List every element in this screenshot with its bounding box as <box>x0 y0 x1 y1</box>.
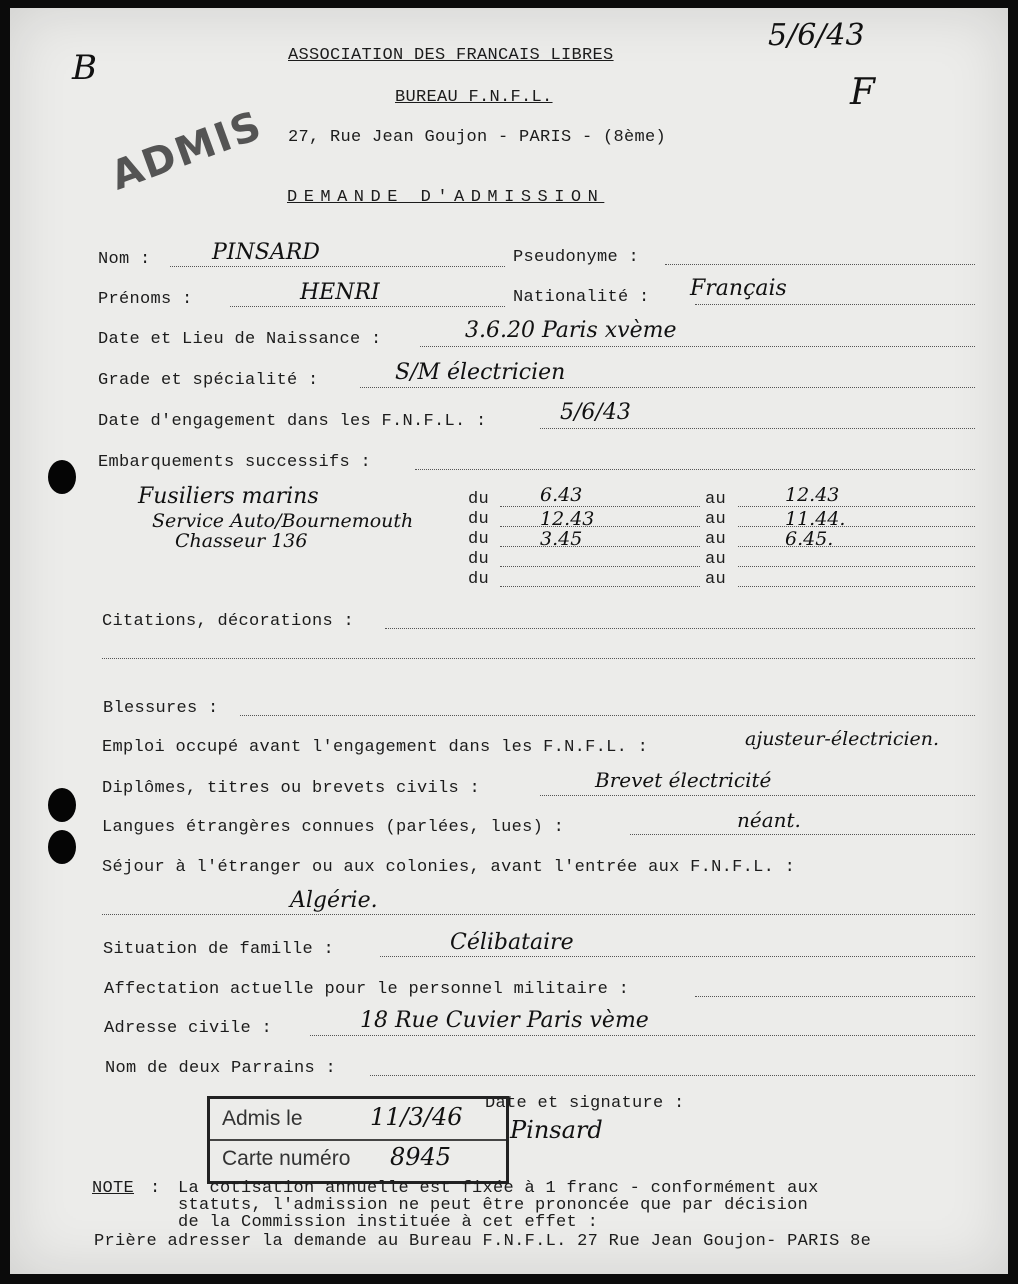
stamp-carte-value: 8945 <box>390 1143 452 1171</box>
embarquement-3-au: au <box>705 530 727 549</box>
dotted-line <box>380 956 975 957</box>
label-grade: Grade et spécialité : <box>98 371 319 390</box>
dotted-line <box>500 526 700 527</box>
embarquement-3-name: Chasseur 136 <box>175 530 308 552</box>
dotted-line <box>738 526 975 527</box>
dotted-line <box>420 346 975 347</box>
dotted-line <box>738 566 975 567</box>
dotted-line <box>695 304 975 305</box>
embarquement-5-du: du <box>468 570 490 589</box>
label-citations: Citations, décorations : <box>102 612 355 631</box>
dotted-line <box>240 715 975 716</box>
embarquement-2-to: 11.44. <box>785 508 846 530</box>
dotted-line <box>500 586 700 587</box>
dotted-line <box>310 1035 975 1036</box>
label-emploi: Emploi occupé avant l'engagement dans les F.N.F.L. : <box>102 738 649 757</box>
value-emploi: ajusteur-électricien. <box>745 728 940 750</box>
embarquement-1-from: 6.43 <box>540 484 583 506</box>
value-nom: PINSARD <box>212 240 320 265</box>
embarquement-4-du: du <box>468 550 490 569</box>
embarquement-1-name: Fusiliers marins <box>138 484 319 509</box>
punch-hole <box>48 460 76 494</box>
dotted-line <box>415 469 975 470</box>
dotted-line <box>738 546 975 547</box>
embarquement-1-to: 12.43 <box>785 484 840 506</box>
label-signature: Date et signature : <box>485 1094 685 1113</box>
label-prenoms: Prénoms : <box>98 290 193 309</box>
label-situation: Situation de famille : <box>103 940 335 959</box>
label-affectation: Affectation actuelle pour le personnel militaire : <box>104 980 630 999</box>
form-title: DEMANDE D'ADMISSION <box>287 188 605 207</box>
footer-instruction: Prière adresser la demande au Bureau F.N.F.L. 27 Rue Jean Goujon- PARIS 8e <box>94 1232 872 1251</box>
document-page <box>10 8 1008 1274</box>
stamp-carte-label: Carte numéro <box>222 1147 351 1170</box>
embarquement-3-du: du <box>468 530 490 549</box>
label-pseudonyme: Pseudonyme : <box>513 248 640 267</box>
value-nationalite: Français <box>690 276 787 301</box>
header-association: ASSOCIATION DES FRANCAIS LIBRES <box>288 46 614 65</box>
dotted-line <box>665 264 975 265</box>
header-bureau: BUREAU F.N.F.L. <box>395 88 553 107</box>
label-blessures: Blessures : <box>103 699 219 718</box>
label-diplomes: Diplômes, titres ou brevets civils : <box>102 779 481 798</box>
value-diplomes: Brevet électricité <box>595 768 772 792</box>
dotted-line <box>738 586 975 587</box>
dotted-line <box>540 428 975 429</box>
dotted-line <box>500 566 700 567</box>
punch-hole <box>48 788 76 822</box>
value-grade: S/M électricien <box>395 360 566 385</box>
header-address: 27, Rue Jean Goujon - PARIS - (8ème) <box>288 128 667 147</box>
embarquement-2-name: Service Auto/Bournemouth <box>152 510 414 532</box>
dotted-line <box>102 914 975 915</box>
embarquement-4-au: au <box>705 550 727 569</box>
dotted-line <box>738 506 975 507</box>
dotted-line <box>102 658 975 659</box>
admis-stamp: ADMIS <box>104 102 269 200</box>
label-nationalite: Nationalité : <box>513 288 650 307</box>
note-line-2: statuts, l'admission ne peut être prononcée que par décision <box>178 1196 809 1215</box>
dotted-line <box>695 996 975 997</box>
dotted-line <box>360 387 975 388</box>
stamp-divider <box>210 1139 506 1141</box>
label-naissance: Date et Lieu de Naissance : <box>98 330 382 349</box>
label-nom: Nom : <box>98 250 151 269</box>
value-engagement: 5/6/43 <box>560 400 631 425</box>
embarquement-3-from: 3.45 <box>540 528 583 550</box>
label-embarquements: Embarquements successifs : <box>98 453 372 472</box>
dotted-line <box>230 306 505 307</box>
dotted-line <box>630 834 975 835</box>
dotted-line <box>540 795 975 796</box>
embarquement-2-from: 12.43 <box>540 508 595 530</box>
value-sejour: Algérie. <box>290 888 378 913</box>
punch-hole <box>48 830 76 864</box>
label-engagement: Date d'engagement dans les F.N.F.L. : <box>98 412 487 431</box>
stamp-admis-le-value: 11/3/46 <box>370 1103 463 1131</box>
note-line-3: de la Commission instituée à cet effet : <box>178 1213 599 1232</box>
stamp-admis-le-label: Admis le <box>222 1107 303 1130</box>
signature-mark: Pinsard <box>510 1116 603 1144</box>
embarquement-2-du: du <box>468 510 490 529</box>
note-label: NOTE <box>92 1179 135 1198</box>
value-adresse: 18 Rue Cuvier Paris vème <box>360 1008 649 1033</box>
dotted-line <box>370 1075 975 1076</box>
value-situation: Célibataire <box>450 930 574 955</box>
value-langues: néant. <box>737 808 801 832</box>
date-annotation: 5/6/43 <box>768 18 865 53</box>
initial-mark: F <box>850 72 875 113</box>
corner-mark: B <box>72 48 97 88</box>
embarquement-2-au: au <box>705 510 727 529</box>
note-line-1: La cotisation annuelle est fixée à 1 franc - conformément aux <box>178 1179 819 1198</box>
label-parrains: Nom de deux Parrains : <box>105 1059 337 1078</box>
embarquement-1-au: au <box>705 490 727 509</box>
dotted-line <box>170 266 505 267</box>
note-colon: : <box>150 1179 161 1198</box>
dotted-line <box>500 546 700 547</box>
dotted-line <box>385 628 975 629</box>
value-naissance: 3.6.20 Paris xvème <box>465 318 677 343</box>
embarquement-5-au: au <box>705 570 727 589</box>
embarquement-1-du: du <box>468 490 490 509</box>
value-prenoms: HENRI <box>300 280 380 305</box>
dotted-line <box>500 506 700 507</box>
label-adresse: Adresse civile : <box>104 1019 273 1038</box>
label-sejour: Séjour à l'étranger ou aux colonies, avant l'entrée aux F.N.F.L. : <box>102 858 796 877</box>
admission-stamp-box <box>207 1096 509 1184</box>
label-langues: Langues étrangères connues (parlées, lues) : <box>102 818 565 837</box>
embarquement-3-to: 6.45. <box>785 528 834 550</box>
